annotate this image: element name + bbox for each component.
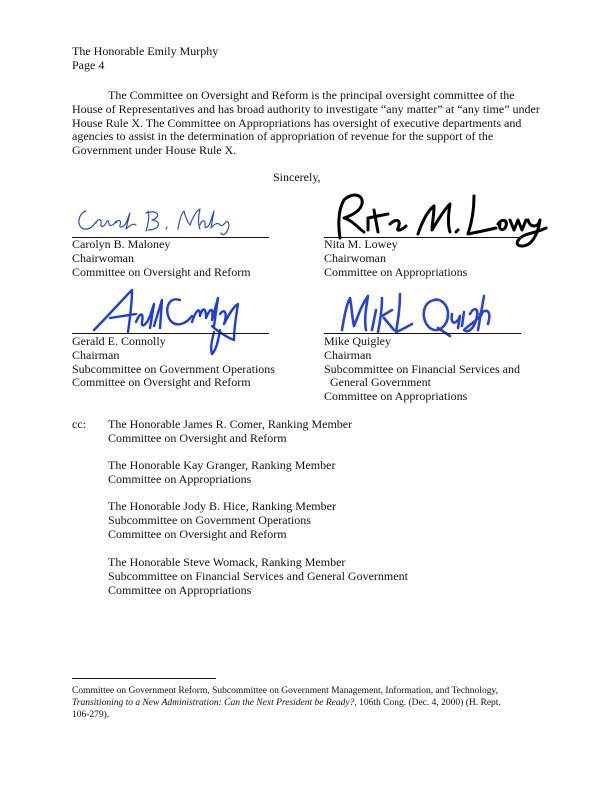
footnote-line bbox=[72, 697, 542, 709]
footnote-line: 106-279). bbox=[72, 710, 110, 720]
signatory-title: Chairwoman bbox=[324, 250, 386, 265]
signature-quigley bbox=[338, 290, 496, 338]
page-number: Page 4 bbox=[72, 58, 105, 72]
body-line: Government under House Rule X. bbox=[72, 143, 237, 158]
body-line: House Rule X. The Committee on Appropriations has oversight of executive departments and bbox=[72, 115, 522, 130]
closing: Sincerely, bbox=[273, 170, 321, 184]
footnote-citation: , 106th Cong. (Dec. 4, 2000) (H. Rept. bbox=[354, 698, 501, 708]
signatory-quigley bbox=[324, 335, 520, 404]
signatory-title: Chairman bbox=[324, 347, 372, 362]
cc-recipient bbox=[108, 418, 352, 446]
signatory-connolly bbox=[72, 335, 275, 390]
addressee-line: The Honorable Emily Murphy bbox=[72, 44, 219, 58]
signatory-maloney bbox=[72, 238, 251, 279]
signatory-title: Chairwoman bbox=[72, 250, 134, 265]
cc-line: Committee on Appropriations bbox=[108, 582, 252, 597]
cc-label: cc: bbox=[72, 417, 86, 431]
cc-line: Committee on Appropriations bbox=[108, 471, 252, 486]
footnote-line: Committee on Government Reform, Subcommittee on Government Management, Information, and Technology, bbox=[72, 686, 498, 696]
signatory-name: Carolyn B. Maloney bbox=[72, 237, 171, 251]
cc-line: The Honorable James R. Comer, Ranking Member bbox=[108, 417, 353, 431]
signatory-lowey bbox=[324, 238, 467, 279]
body-line: The Committee on Oversight and Reform is the principal oversight committee of the bbox=[108, 88, 515, 102]
body-paragraph bbox=[72, 89, 548, 158]
signatory-title: Chairman bbox=[72, 347, 120, 362]
cc-line: Committee on Oversight and Reform bbox=[108, 430, 287, 445]
cc-line: Subcommittee on Government Operations bbox=[108, 512, 311, 527]
signatory-committee: Subcommittee on Financial Services and bbox=[324, 361, 520, 376]
signatory-committee: Committee on Appropriations bbox=[324, 389, 468, 404]
signatory-committee: General Government bbox=[330, 375, 431, 390]
signatory-committee: Committee on Oversight and Reform bbox=[72, 375, 251, 390]
cc-line: Committee on Oversight and Reform bbox=[108, 526, 287, 541]
signatory-name: Gerald E. Connolly bbox=[72, 334, 166, 348]
cc-line: Subcommittee on Financial Services and General Government bbox=[108, 568, 408, 583]
signatory-name: Mike Quigley bbox=[324, 334, 391, 348]
signature-maloney bbox=[74, 203, 244, 239]
body-line: House of Representatives and has broad authority to investigate “any matter” at “any time” under bbox=[72, 101, 540, 116]
signatory-committee: Committee on Appropriations bbox=[324, 264, 468, 279]
body-line: agencies to assist in the determination of appropriation of revenue for the support of the bbox=[72, 129, 494, 144]
cc-line: The Honorable Kay Granger, Ranking Member bbox=[108, 458, 336, 472]
cc-line: The Honorable Steve Womack, Ranking Member bbox=[108, 555, 346, 569]
footnote-title: Transitioning to a New Administration: Can the Next President be Ready? bbox=[72, 698, 355, 708]
cc-recipient bbox=[108, 500, 336, 541]
cc-recipient bbox=[108, 556, 408, 597]
signatory-committee: Committee on Oversight and Reform bbox=[72, 264, 251, 279]
footnote bbox=[72, 685, 542, 721]
cc-line: The Honorable Jody B. Hice, Ranking Member bbox=[108, 499, 336, 513]
signatory-name: Nita M. Lowey bbox=[324, 237, 398, 251]
signatory-committee: Subcommittee on Government Operations bbox=[72, 361, 275, 376]
footnote-divider bbox=[72, 678, 216, 679]
cc-recipient bbox=[108, 459, 335, 487]
